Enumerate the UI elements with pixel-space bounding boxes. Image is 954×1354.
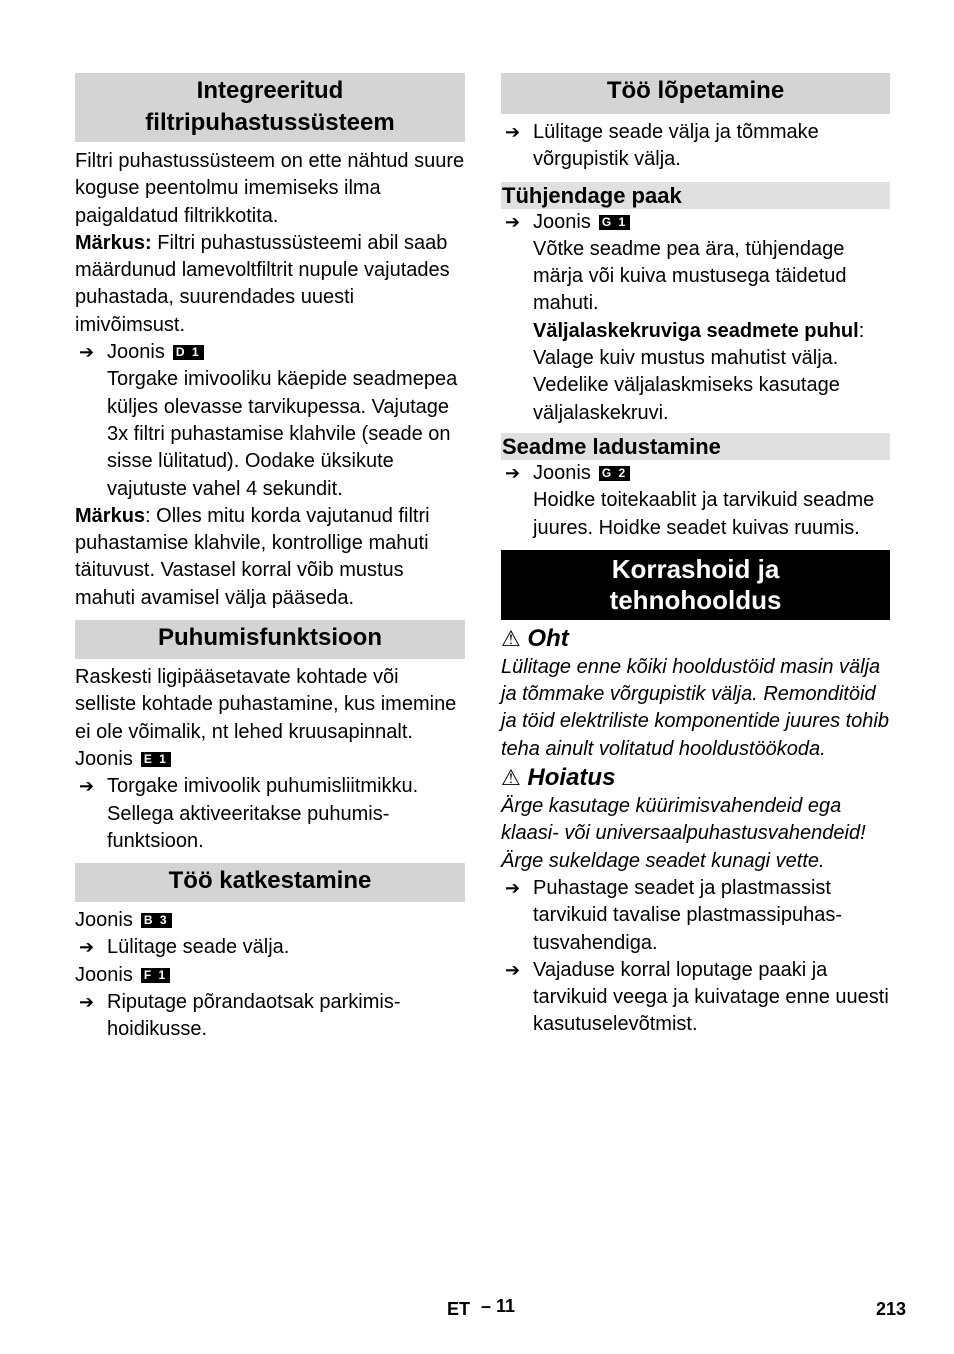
paragraph: Raskesti ligipääsetavate kohtade või selliste kohtade puhastamine, kus imemine ei ole võimalik, nt lehed kruusapinnalt. bbox=[75, 666, 457, 743]
step-text: Riputage põrandaotsak parkimishoidikusse. bbox=[107, 991, 401, 1041]
figure-line bbox=[75, 746, 465, 773]
bullet-step bbox=[75, 339, 465, 503]
bullet-step bbox=[75, 934, 465, 961]
figure-ref: Joonis bbox=[75, 747, 133, 770]
arrow-right-icon: ➔ bbox=[79, 992, 95, 1013]
arrow-right-icon: ➔ bbox=[79, 937, 95, 958]
title-line-2: filtripuhastussüsteem bbox=[145, 109, 395, 136]
figure-ref: Joonis bbox=[533, 461, 591, 484]
subsection-title-storage: Seadme ladustamine bbox=[501, 433, 890, 460]
arrow-right-icon: ➔ bbox=[505, 462, 521, 483]
footer-language: ET bbox=[447, 1299, 471, 1319]
step-text: Torgake imivoolik puhumisliitmikku. Sellega aktiveeritakse puhumisfunktsioon. bbox=[107, 775, 419, 852]
bullet-step bbox=[501, 119, 890, 174]
warning-heading-caution bbox=[501, 763, 890, 793]
section-title-filter-cleaning bbox=[75, 73, 465, 142]
warning-triangle-icon: ⚠ bbox=[501, 765, 521, 791]
figure-ref: Joonis bbox=[75, 963, 133, 986]
warning-heading-danger bbox=[501, 624, 890, 654]
bullet-step bbox=[501, 460, 890, 542]
title-line-1: Korrashoid ja bbox=[611, 553, 780, 584]
subsection-title-empty-tank: Tühjendage paak bbox=[501, 182, 890, 209]
figure-line bbox=[75, 907, 465, 934]
figure-ref: Joonis bbox=[107, 341, 165, 364]
chapter-title-maintenance bbox=[501, 550, 890, 620]
figure-badge: B 3 bbox=[141, 913, 172, 928]
note-label: Märkus: bbox=[75, 231, 152, 254]
step-text: Puhastage seadet ja plastmassist tarvikuid tavalise plastmassipuhastusvahendiga. bbox=[533, 876, 843, 954]
arrow-right-icon: ➔ bbox=[505, 211, 521, 232]
title-line-2: tehnohooldus bbox=[609, 584, 782, 615]
figure-badge: D 1 bbox=[173, 345, 204, 360]
step-text: Võtke seadme pea ära, tühjendage märja või kuiva mustusega täidetud mahuti. bbox=[533, 237, 847, 315]
paragraph: Filtri puhastussüsteem on ette nähtud suure koguse peentolmu imemiseks ilma paigaldatud filtrikkotita. bbox=[75, 150, 465, 227]
warning-text: Lülitage enne kõiki hooldustöid masin välja ja tõmmake võrgupistik välja. Remonditöid ja töid elektriliste komponentide juures tohib teha ainult volitatud hooldustöökoda. bbox=[501, 655, 889, 760]
bullet-step bbox=[501, 209, 890, 427]
bullet-step bbox=[75, 989, 465, 1044]
right-column bbox=[501, 73, 890, 1039]
step-text: Hoidke toitekaablit ja tarvikuid seadme juures. Hoidke seadet kuivas ruumis. bbox=[533, 489, 875, 539]
step-text bbox=[533, 318, 890, 427]
section-title-finish-work: Töö lõpetamine bbox=[501, 73, 890, 114]
warning-title: Hoiatus bbox=[527, 764, 616, 792]
figure-badge: G 2 bbox=[599, 466, 630, 481]
figure-badge: F 1 bbox=[141, 968, 170, 983]
step-text: Vajaduse korral loputage paaki ja tarvikuid veega ja kuivatage enne uuesti kasutuselevõtmist. bbox=[533, 958, 889, 1036]
page-number: 213 bbox=[876, 1299, 907, 1319]
arrow-right-icon: ➔ bbox=[505, 122, 521, 142]
footer-local-page: – 11 bbox=[481, 1296, 516, 1316]
figure-badge: E 1 bbox=[141, 752, 171, 767]
bullet-step bbox=[75, 773, 465, 855]
bullet-step bbox=[501, 957, 890, 1039]
figure-ref: Joonis bbox=[533, 210, 591, 233]
note-text: Filtri puhastussüsteemi abil saab määrdunud lamevoltfiltrit nupule vajutades puhastada, suurendades uuesti imivõimsust. bbox=[75, 231, 450, 336]
section-title-blow-function: Puhumisfunktsioon bbox=[75, 620, 465, 659]
warning-text: Ärge kasutage küürimisvahendeid ega klaasi- või universaalpuhastusvahendeid! Ärge sukeldage seadet kunagi vette. bbox=[501, 795, 866, 872]
section-title-work-interruption: Töö katkestamine bbox=[75, 863, 465, 902]
bullet-step bbox=[501, 875, 890, 957]
step-text: Torgake imivooliku käepide seadmepea küljes olevasse tarvikupessa. Vajutage 3x filtri puhastamise klahvile (seade on sisse lülitatud). Oodake üksikute vajutuste vahel 4 sekundit. bbox=[107, 368, 458, 500]
step-text: Lülitage seade välja ja tõmmake võrgupistik välja. bbox=[533, 121, 819, 171]
bold-label: Väljalaskekruviga seadmete puhul bbox=[533, 319, 859, 342]
note bbox=[75, 230, 465, 339]
arrow-right-icon: ➔ bbox=[505, 959, 521, 980]
figure-ref: Joonis bbox=[75, 909, 133, 932]
note bbox=[75, 503, 465, 612]
figure-line bbox=[75, 962, 465, 989]
figure-badge: G 1 bbox=[599, 215, 630, 230]
note-text: : Olles mitu korda vajutanud filtri puhastamise klahvile, kontrollige mahuti täituvust. Vastasel korral võib mustus mahuti avamisel välja pääseda. bbox=[75, 504, 430, 609]
warning-triangle-icon: ⚠ bbox=[501, 625, 521, 651]
step-text: Lülitage seade välja. bbox=[107, 936, 290, 959]
left-column bbox=[75, 73, 465, 1044]
title-line-1: Integreeritud bbox=[196, 77, 344, 104]
arrow-right-icon: ➔ bbox=[505, 877, 521, 898]
note-label: Märkus bbox=[75, 504, 146, 527]
warning-title: Oht bbox=[527, 624, 569, 652]
arrow-right-icon: ➔ bbox=[79, 776, 95, 797]
arrow-right-icon: ➔ bbox=[79, 342, 95, 363]
step-text-tail: : Valage kuiv mustus mahutist välja. Vedelike väljalaskmiseks kasutage väljalaskekruvi. bbox=[533, 319, 865, 424]
